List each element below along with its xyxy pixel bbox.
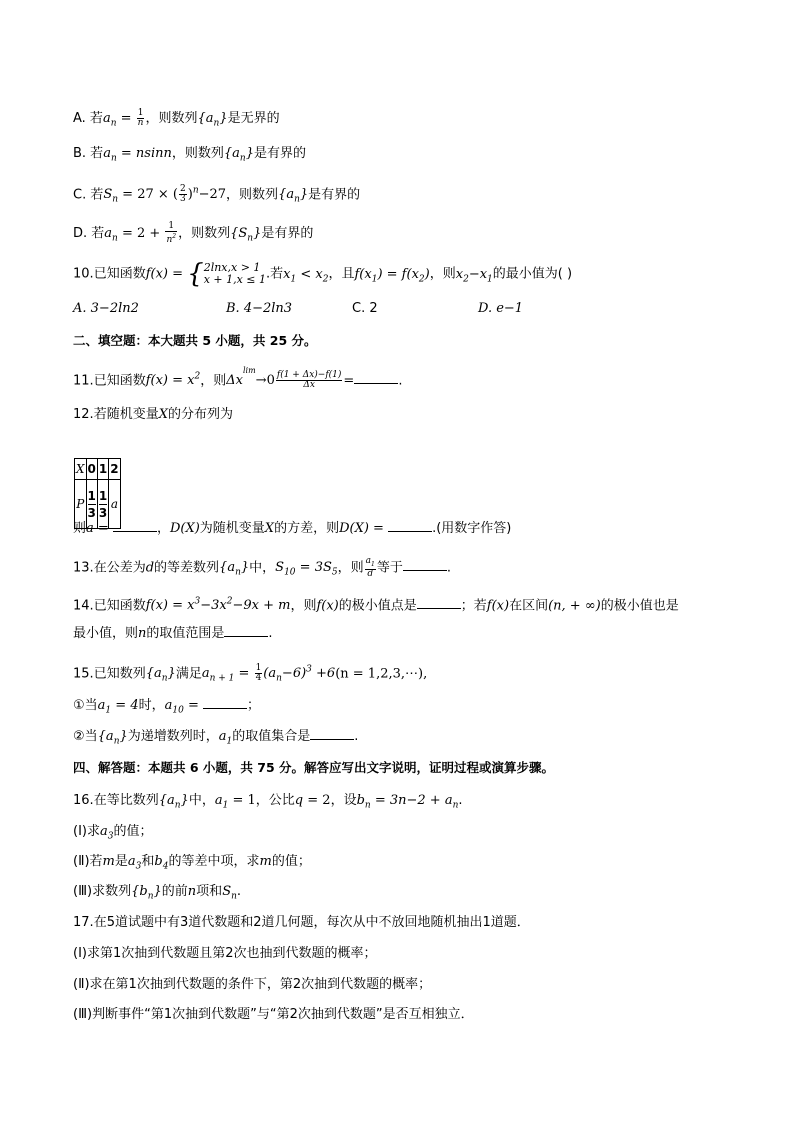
q10-choice-c: C. 2 [352, 301, 378, 316]
table-row: X 0 1 2 [75, 459, 121, 480]
question-17-part3: (Ⅲ)判断事件“第1次抽到代数题”与“第2次抽到代数题”是否互相独立． [73, 1007, 474, 1022]
question-16-part1: (Ⅰ)求$a_3$的值； [73, 824, 153, 842]
question-15-part2: ②当$\{a_n\}$为递增数列时，$a_1$的取值集合是 . [73, 729, 359, 747]
math-an-1-over-n: $a_n$ = $\frac{1}{n}$ [102, 108, 144, 129]
question-17-part2: (Ⅱ)求在第1次抽到代数题的条件下，第2次抽到代数题的概率； [73, 977, 432, 992]
option-c: C. 若$S_n = 27$ × ( $\frac{2}{3}$ )$^n$−27，则数列$\{a_n\}$是有界的 [73, 184, 361, 205]
question-15-part1: ①当$a_1 = 4$时，$a_{10}$ = ； [73, 698, 261, 716]
question-17-part1: (Ⅰ)求第1次抽到代数题且第2次也抽到代数题的概率； [73, 946, 377, 961]
q12-answer-line: 则a = ，D(X)为随机变量X的方差，则D(X) = .(用数字作答) [73, 521, 512, 536]
question-16: 16.在等比数列$\{a_n\}$中，$a_1 = 1$，公比q = 2，设$b_n = 3n-2 + a_n$. [73, 793, 463, 811]
table-row: P 1 3 1 3 a [75, 480, 121, 529]
option-a: A. 若$a_n$ = $\frac{1}{n}$ ，则数列$\{a_n\}$是无界的 [73, 108, 280, 129]
answer-blank[interactable] [354, 371, 398, 384]
section-solutions: 四、解答题：本题共 6 小题，共 75 分。解答应写出文字说明，证明过程或演算步骤。 [73, 760, 555, 775]
question-11: 11.已知函数$f(x) = x^2$，则Δxlim→0 $\frac{f(1 + \Delta x)-f(1)}{\Delta x}$ = . [73, 366, 403, 391]
question-16-part3: (Ⅲ)求数列$\{b_n\}$的前n项和$S_n$. [73, 884, 242, 902]
question-13: 13.在公差为d的等差数列$\{a_n\}$中，$S_{10} = 3S_5$，则 $\frac{a_1}{d}$ 等于 . [73, 556, 451, 579]
question-12: 12.若随机变量X的分布列为 [73, 407, 233, 422]
answer-blank[interactable] [403, 558, 447, 571]
answer-blank[interactable] [310, 727, 354, 740]
question-10: 10.已知函数f(x) = {2lnx,x > 1 x + 1,x ≤ 1.若$x_1 < x_2$，且$f(x_1) = f(x_2)$，则$x_2-x_1$的最小值为( ) [73, 259, 573, 289]
answer-blank[interactable] [113, 519, 157, 532]
question-14-line2: 最小值，则n的取值范围是 . [73, 626, 273, 641]
option-b: B. 若$a_n = nsinn$，则数列$\{a_n\}$是有界的 [73, 146, 306, 164]
question-16-part2: (Ⅱ)若m是$a_3$和$b_4$的等差中项，求m的值； [73, 854, 311, 872]
answer-blank[interactable] [388, 519, 432, 532]
question-17: 17.在5道试题中有3道代数题和2道几何题，每次从中不放回地随机抽出1道题． [73, 915, 530, 930]
section-fill-in: 二、填空题：本大题共 5 小题，共 25 分。 [73, 333, 317, 348]
q10-choice-b: B. 4−2ln3 [226, 301, 293, 316]
q10-choice-a: A. 3−2ln2 [73, 301, 139, 316]
question-15: 15.已知数列$\{a_n\}$满足$a_{n + 1}$ = $\frac{1}{4}$ $(a_n-6)^3 +6(n$ = 1,2,3,⋯), [73, 663, 428, 684]
q10-choice-d: D. e−1 [478, 301, 524, 316]
piecewise-function: {2lnx,x > 1 x + 1,x ≤ 1 [187, 259, 267, 289]
option-d: D. 若$a_n = 2$ + $\frac{1}{n^2}$ ，则数列$\{S_n\}$是有界的 [73, 221, 314, 245]
question-14: 14.已知函数$f(x) = x^3-3x^2-9x + m$，则f(x)的极小值点是 ；若f(x)在区间(n, + ∞)的极小值也是 [73, 597, 679, 614]
answer-blank[interactable] [417, 596, 461, 609]
answer-blank[interactable] [224, 624, 268, 637]
answer-blank[interactable] [203, 696, 247, 709]
